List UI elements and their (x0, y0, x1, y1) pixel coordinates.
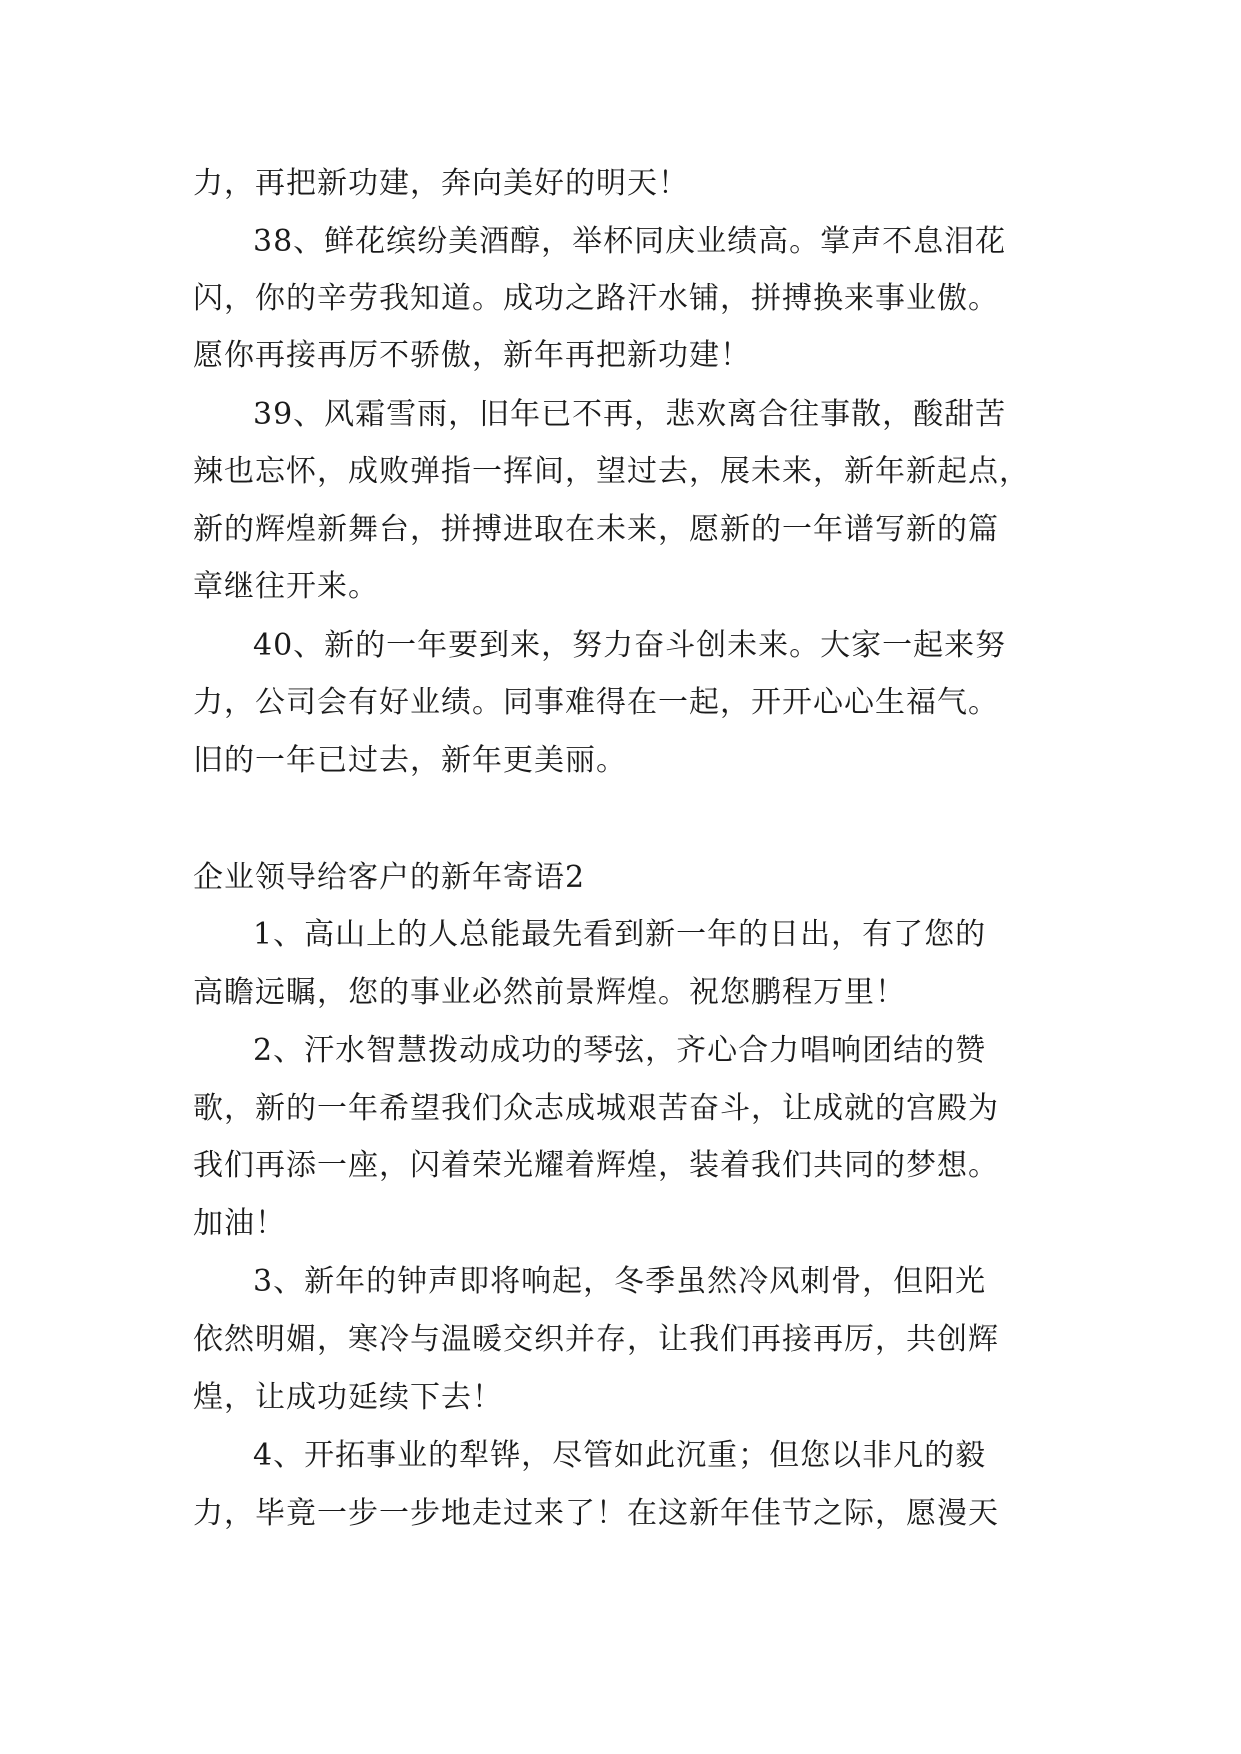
text-line: 4、开拓事业的犁铧，尽管如此沉重；但您以非凡的毅 (253, 1438, 987, 1473)
text-line: 辣也忘怀，成败弹指一挥间，望过去，展未来，新年新起点， (193, 454, 1030, 489)
text-line: 力，毕竟一步一步地走过来了！在这新年佳节之际，愿漫天 (193, 1496, 999, 1531)
text-line: 我们再添一座，闪着荣光耀着辉煌，装着我们共同的梦想。 (193, 1148, 999, 1183)
text-line: 加油！ (193, 1206, 286, 1241)
text-line: 40、新的一年要到来，努力奋斗创未来。大家一起来努 (253, 628, 1007, 663)
text-line: 38、鲜花缤纷美酒醇，举杯同庆业绩高。掌声不息泪花 (253, 224, 1007, 259)
text-line: 1、高山上的人总能最先看到新一年的日出，有了您的 (253, 917, 987, 952)
text-line: 2、汗水智慧拨动成功的琴弦，齐心合力唱响团结的赞 (253, 1033, 987, 1068)
text-line: 39、风霜雪雨，旧年已不再，悲欢离合往事散，酸甜苦 (253, 397, 1007, 432)
text-line: 高瞻远瞩，您的事业必然前景辉煌。祝您鹏程万里！ (193, 975, 906, 1010)
text-line: 依然明媚，寒冷与温暖交织并存，让我们再接再厉，共创辉 (193, 1322, 999, 1357)
text-line: 歌，新的一年希望我们众志成城艰苦奋斗，让成就的宫殿为 (193, 1091, 999, 1126)
text-line: 新的辉煌新舞台，拼搏进取在未来，愿新的一年谱写新的篇 (193, 512, 999, 547)
section-heading: 企业领导给客户的新年寄语2 (193, 860, 586, 895)
text-line: 章继往开来。 (193, 569, 379, 604)
text-line: 闪，你的辛劳我知道。成功之路汗水铺，拼搏换来事业傲。 (193, 281, 999, 316)
text-line: 3、新年的钟声即将响起，冬季虽然冷风刺骨，但阳光 (253, 1264, 987, 1299)
text-line: 力，公司会有好业绩。同事难得在一起，开开心心生福气。 (193, 685, 999, 720)
text-line: 旧的一年已过去，新年更美丽。 (193, 743, 627, 778)
text-line: 愿你再接再厉不骄傲，新年再把新功建！ (193, 338, 751, 373)
text-line: 煌，让成功延续下去！ (193, 1380, 503, 1415)
text-line: 力，再把新功建，奔向美好的明天！ (193, 166, 689, 201)
